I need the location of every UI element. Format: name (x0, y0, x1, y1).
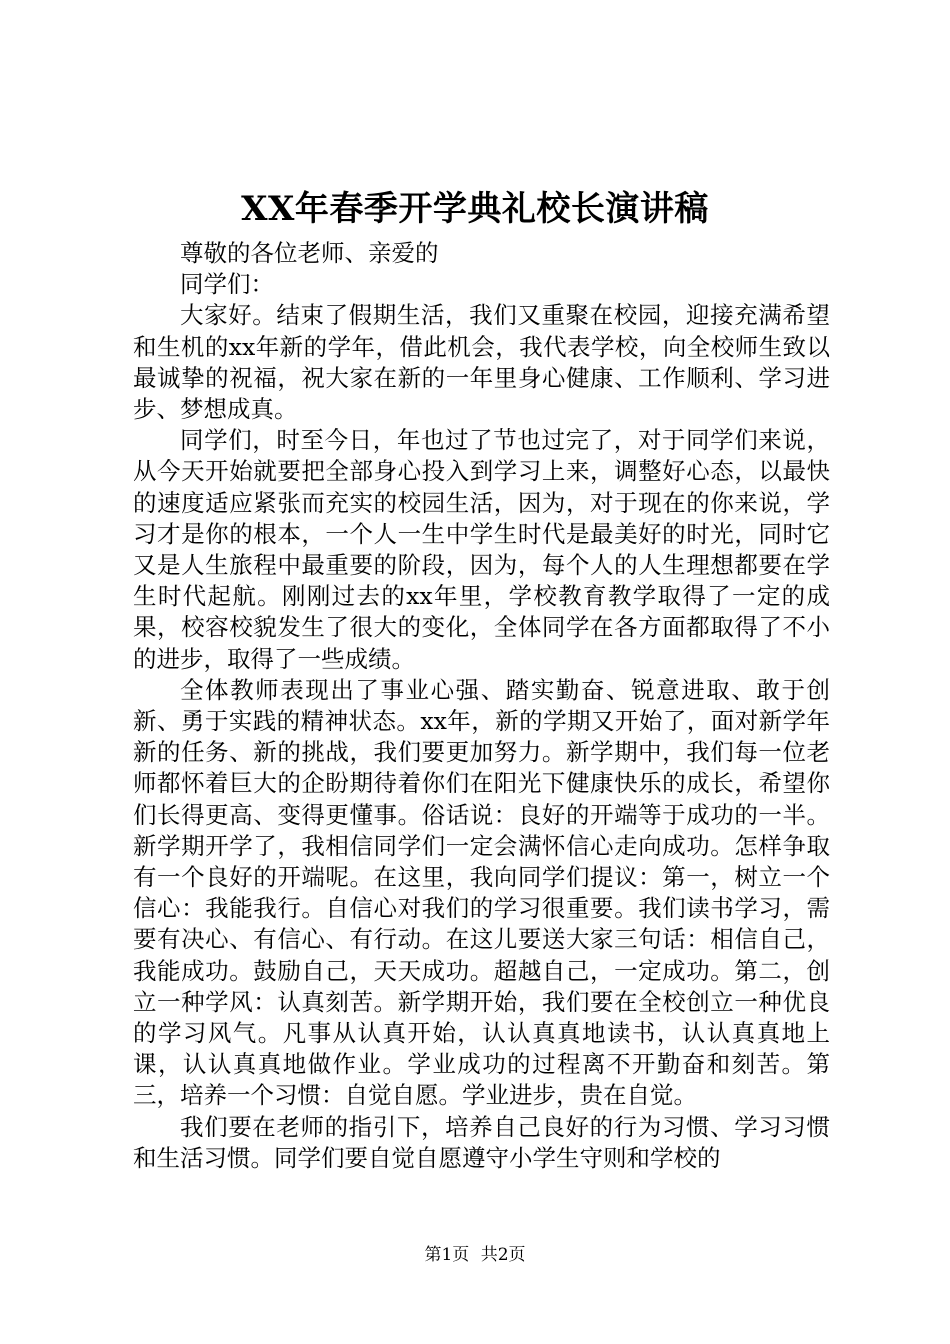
salutation-line-2: 同学们： (180, 270, 274, 299)
paragraph-students: 同学们，时至今日，年也过了节也过完了，对于同学们来说，从今天开始就要把全部身心投入到学习上来，调整好心态，以最快的速度适应紧张而充实的校园生活，因为，对于现在的你来说，学习才是你的根本，一个人一生中学生时代是最美好的时光，同时它又是人生旅程中最重要的阶段，因为，每个人的人生理想都要在学生时代起航。刚刚过去的xx年里，学校教育教学取得了一定的成果，校容校貌发生了很大的变化，全体同学在各方面都取得了不小的进步，取得了一些成绩。 (133, 426, 830, 673)
document-title: XX年春季开学典礼校长演讲稿 (241, 189, 709, 229)
paragraph-habits: 我们要在老师的指引下，培养自己良好的行为习惯、学习习惯和生活习惯。同学们要自觉自愿遵守小学生守则和学校的 (133, 1112, 830, 1172)
salutation-line-1: 尊敬的各位老师、亲爱的 (180, 239, 439, 267)
paragraph-greeting: 大家好。结束了假期生活，我们又重聚在校园，迎接充满希望和生机的xx年新的学年，借此机会，我代表学校，向全校师生致以最诚挚的祝福，祝大家在新的一年里身心健康、工作顺利、学习进步、梦想成真。 (133, 301, 830, 424)
paragraph-teachers: 全体教师表现出了事业心强、踏实勤奋、锐意进取、敢于创新、勇于实践的精神状态。xx年，新的学期又开始了，面对新学年新的任务、新的挑战，我们要更加努力。新学期中，我们每一位老师都怀着巨大的企盼期待着你们在阳光下健康快乐的成长，希望你们长得更高、变得更懂事。俗话说：良好的开端等于成功的一半。新学期开学了，我相信同学们一定会满怀信心走向成功。怎样争取有一个良好的开端呢。在这里，我向同学们提议：第一，树立一个信心：我能我行。自信心对我们的学习很重要。我们读书学习，需要有决心、有信心、有行动。在这儿要送大家三句话：相信自己，我能成功。鼓励自己，天天成功。超越自己，一定成功。第二，创立一种学风：认真刻苦。新学期开始，我们要在全校创立一种优良的学习风气。凡事从认真开始，认认真真地读书，认认真真地上课，认认真真地做作业。学业成功的过程离不开勤奋和刻苦。第三，培养一个习惯：自觉自愿。学业进步，贵在自觉。 (133, 675, 830, 1110)
page-footer (0, 1244, 950, 1266)
document-body (133, 238, 830, 1174)
page-number-current: 第1页 (424, 1245, 470, 1265)
page-number-total: 共2页 (480, 1245, 526, 1265)
